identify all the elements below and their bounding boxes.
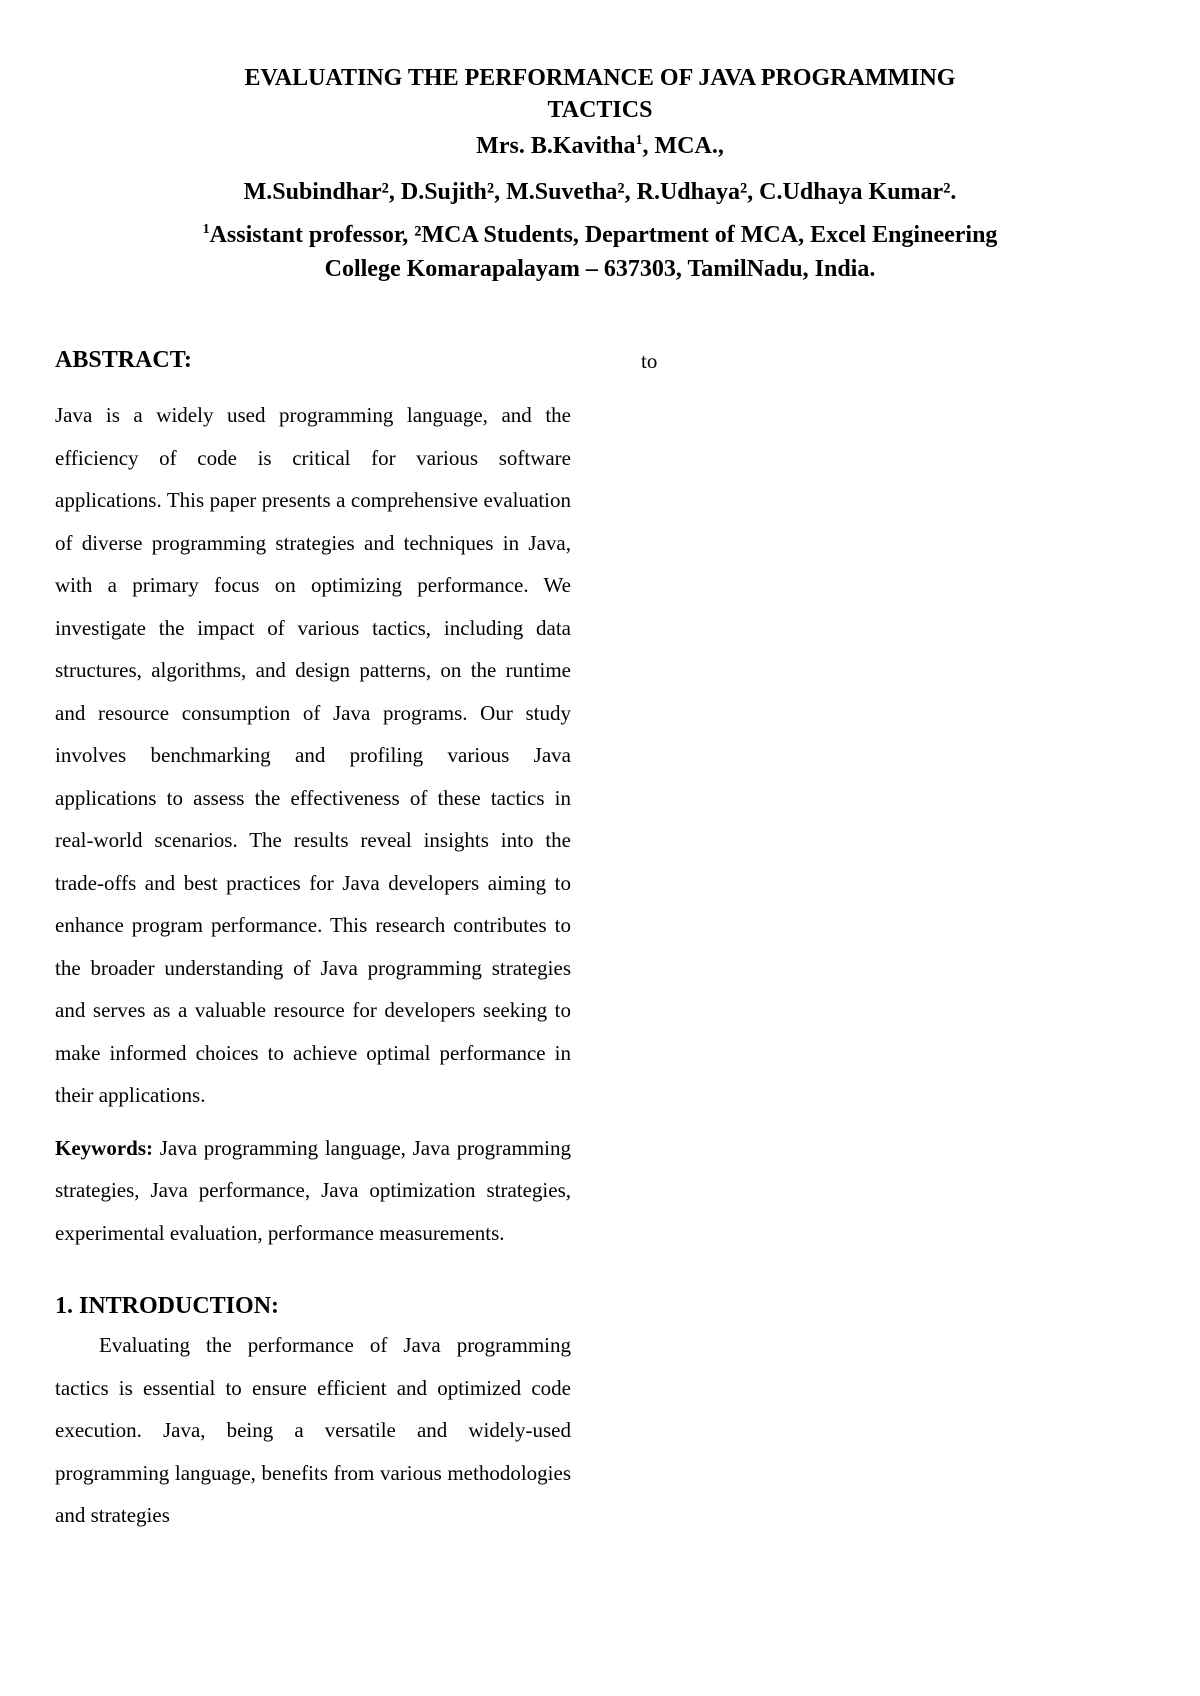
affiliation-line-2: College Komarapalayam – 637303, TamilNadu, India. [324,256,876,282]
main-author [120,130,1080,162]
main-author-suffix: , MCA., [642,133,724,159]
right-column-fragment: to [641,349,658,373]
right-column [641,340,1141,376]
keywords-label: Keywords: [55,1135,153,1160]
abstract-text: Java is a widely used programming language, and the efficiency of code is critical for various software applications. This paper presents a comprehensive evaluation of diverse programming strategies and techniques in Java, with a primary focus on optimizing performance. We investigate the impact of various tactics, including data structures, algorithms, and design patterns, on the runtime and resource consumption of Java programs. Our study involves benchmarking and profiling various Java applications to assess the effectiveness of these tactics in real-world scenarios. The results reveal insights into the trade-offs and best practices for Java developers aiming to enhance program performance. This research contributes to the broader understanding of Java programming strategies and serves as a valuable resource for developers seeking to make informed choices to achieve optimal performance in their applications. [55,403,571,1107]
paper-title [120,62,1080,126]
paper-header [120,62,1080,286]
affiliation-line-1: Assistant professor, ²MCA Students, Department of MCA, Excel Engineering [209,222,998,248]
keywords-paragraph [55,1127,571,1255]
affiliation-sup: 1 [202,222,210,237]
main-author-name: Mrs. B.Kavitha [476,133,636,159]
introduction-heading: 1. INTRODUCTION: [55,1293,280,1319]
left-column [55,340,571,1537]
abstract-heading: ABSTRACT: [55,347,192,373]
title-line-1: EVALUATING THE PERFORMANCE OF JAVA PROGRAMMING [244,65,956,91]
title-line-2: TACTICS [547,97,653,123]
author-list: M.Subindhar², D.Sujith², M.Suvetha², R.Udhaya², C.Udhaya Kumar². [243,179,957,205]
introduction-text: Evaluating the performance of Java programming tactics is essential to ensure efficient and optimized code execution. Java, being a versatile and widely-used programming language, benefits from various methodologies and strategies [55,1333,571,1527]
affiliation [120,218,1080,286]
keywords-text: Java programming language, Java programming strategies, Java performance, Java optimization strategies, experimental evaluation, performance measurements. [55,1135,571,1245]
main-author-sup: 1 [635,133,643,148]
